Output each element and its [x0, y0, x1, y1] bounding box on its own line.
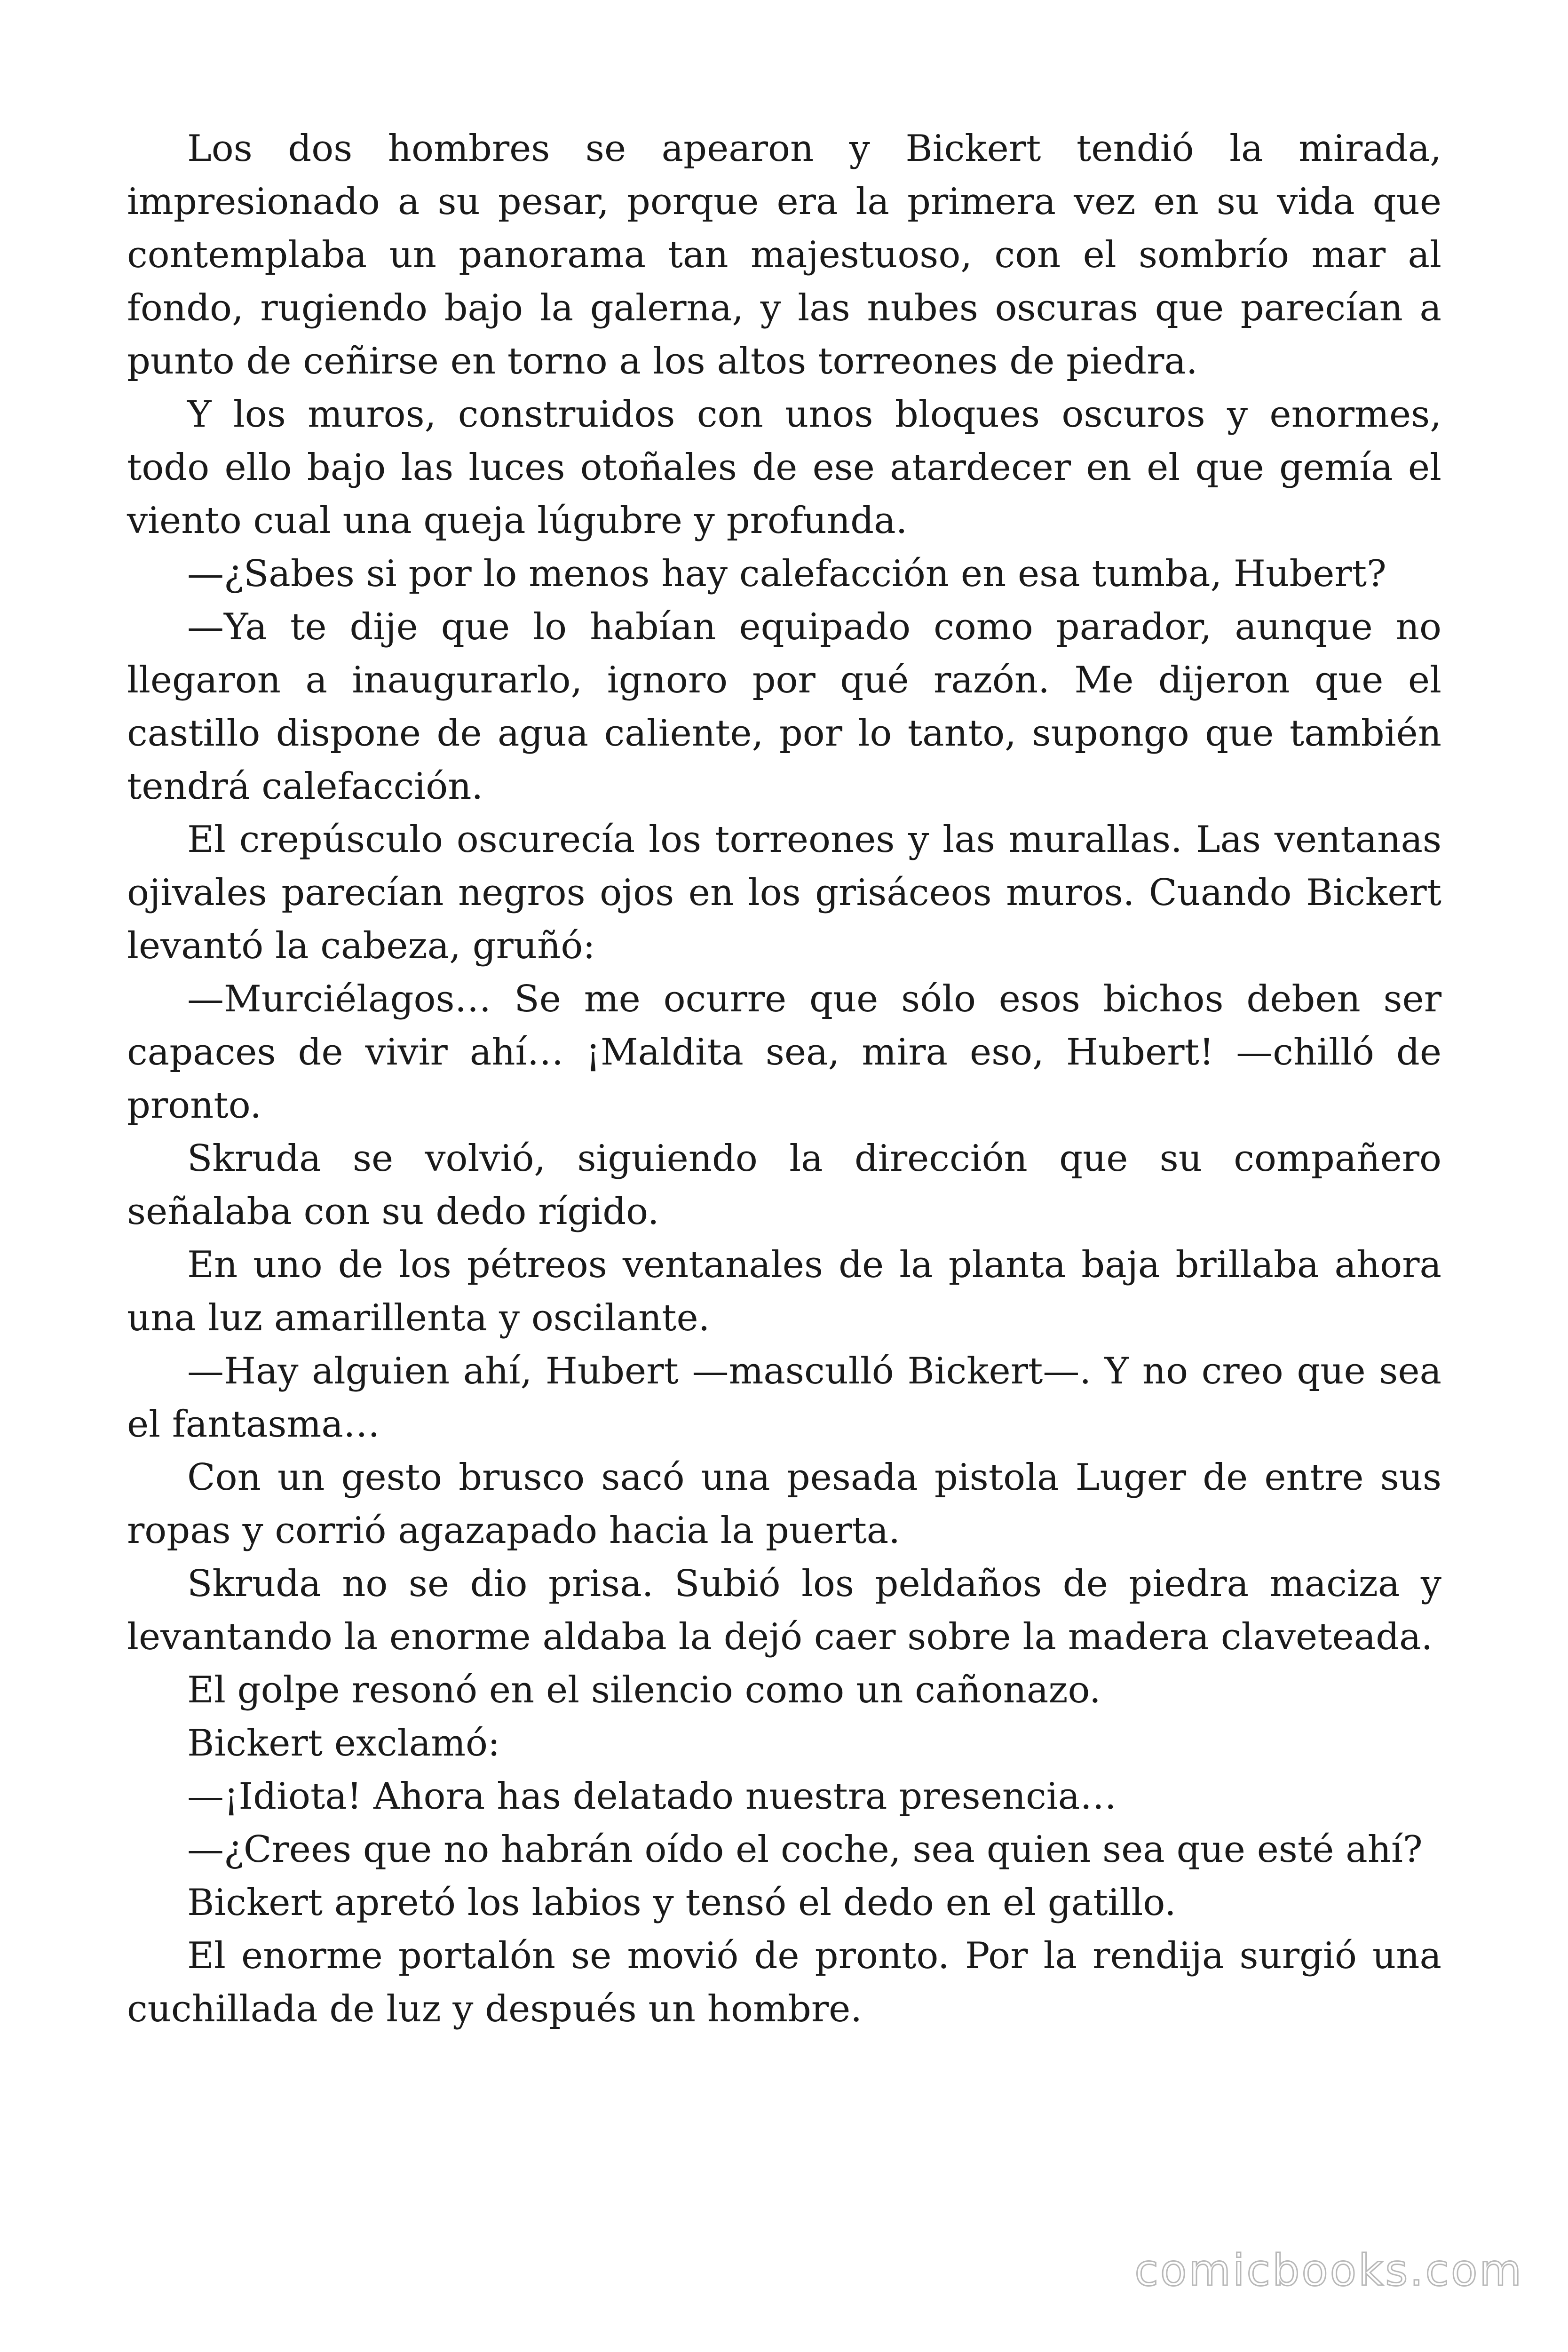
paragraph: —¿Crees que no habrán oído el coche, sea quien sea que esté ahí?: [187, 1828, 1423, 1871]
paragraph: El golpe resonó en el silencio como un cañonazo.: [187, 1669, 1101, 1711]
paragraph: —¿Sabes si por lo menos hay calefacción en esa tumba, Hubert?: [187, 553, 1386, 595]
paragraph: Bickert exclamó:: [187, 1722, 500, 1764]
paragraph: Los dos hombres se apearon y Bickert tendió la mirada, impresionado a su pesar, porque era la primera vez en su vida que contemplaba un panorama tan majestuoso, con el sombrío mar al fondo, rugiendo bajo la galerna, y las nubes oscuras que parecían a punto de ceñirse en torno a los altos torreones de piedra.: [127, 127, 1441, 382]
paragraph: El crepúsculo oscurecía los torreones y las murallas. Las ventanas ojivales parecían negros ojos en los grisáceos muros. Cuando Bickert levantó la cabeza, gruñó:: [127, 818, 1441, 967]
paragraph: El enorme portalón se movió de pronto. Por la rendija surgió una cuchillada de luz y después un hombre.: [127, 1935, 1441, 2030]
paragraph: —Murciélagos… Se me ocurre que sólo esos bichos deben ser capaces de vivir ahí… ¡Maldita sea, mira eso, Hubert! —chilló de pronto.: [127, 978, 1441, 1127]
paragraph: Skruda se volvió, siguiendo la dirección que su compañero señalaba con su dedo rígido.: [127, 1137, 1441, 1233]
book-page-text: [127, 122, 1441, 2036]
paragraph: En uno de los pétreos ventanales de la planta baja brillaba ahora una luz amarillenta y oscilante.: [127, 1244, 1441, 1339]
paragraph: —Ya te dije que lo habían equipado como parador, aunque no llegaron a inaugurarlo, ignoro por qué razón. Me dijeron que el castillo dispone de agua caliente, por lo tanto, supongo que también tendrá calefacción.: [127, 606, 1441, 808]
paragraph: Con un gesto brusco sacó una pesada pistola Luger de entre sus ropas y corrió agazapado hacia la puerta.: [127, 1456, 1441, 1552]
paragraph: —¡Idiota! Ahora has delatado nuestra presencia…: [187, 1775, 1117, 1818]
paragraph: Y los muros, construidos con unos bloques oscuros y enormes, todo ello bajo las luces otoñales de ese atardecer en el que gemía el viento cual una queja lúgubre y profunda.: [127, 393, 1441, 542]
paragraph: Bickert apretó los labios y tensó el dedo en el gatillo.: [187, 1882, 1176, 1924]
paragraph: Skruda no se dio prisa. Subió los peldaños de piedra maciza y levantando la enorme aldaba la dejó caer sobre la madera claveteada.: [127, 1563, 1441, 1658]
watermark: comicbooks.com: [1134, 2245, 1523, 2296]
paragraph: —Hay alguien ahí, Hubert —masculló Bickert—. Y no creo que sea el fantasma…: [127, 1350, 1441, 1446]
